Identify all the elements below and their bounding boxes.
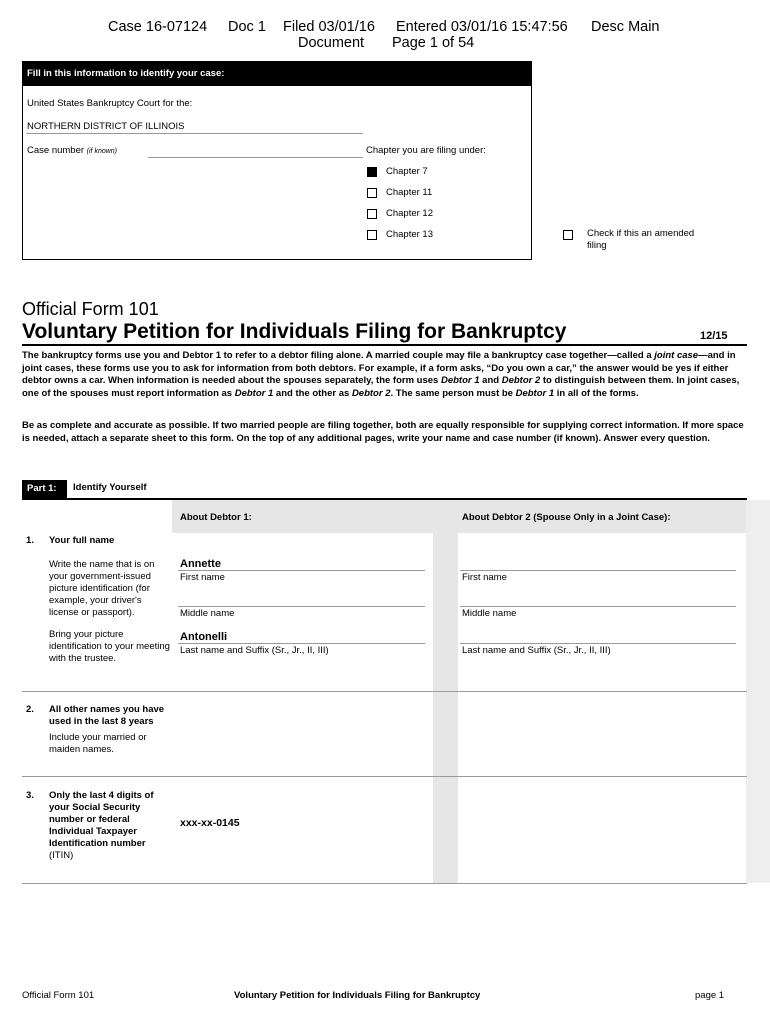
footer-page-number: page 1 — [695, 990, 725, 1001]
intro-paragraph-1: The bankruptcy forms use you and Debtor 1 to refer to a debtor filing alone. A married couple may file a bankruptcy case together—called a joint case—and in joint cases, these forms use you to ask for information from both debtors. For example, if a form asks, “Do you own a car,” the answer would be yes if either debtor owns a car. When information is needed about the spouses separately, the form uses Debtor 1 and Debtor 2 to distinguish between them. In joint cases, one of the spouses must report information as Debtor 1 and the other as Debtor 2. The same person must be Debtor 1 in all of the forms. — [22, 350, 740, 399]
title-rule — [22, 344, 747, 346]
debtor1-middle-name-line[interactable] — [178, 606, 425, 607]
doc-stamp: Doc 1 — [228, 19, 266, 35]
part1-tag: Part 1: — [22, 480, 67, 498]
q3-itin: (ITIN) — [49, 850, 74, 861]
desc-stamp: Desc Main — [591, 19, 660, 35]
chapter-13-label: Chapter 13 — [386, 229, 434, 240]
amended-filing-label: Check if this an amended filing — [587, 228, 695, 251]
filed-stamp: Filed 03/01/16 — [283, 19, 375, 35]
debtor2-middle-name-line[interactable] — [460, 606, 736, 607]
form-number: Official Form 101 — [22, 299, 159, 319]
debtor2-column-header: About Debtor 2 (Spouse Only in a Joint Case): — [462, 512, 671, 523]
footer-form-number: Official Form 101 — [22, 990, 95, 1001]
q2-title: All other names you have used in the last 8 years — [49, 704, 165, 727]
q1-title: Your full name — [49, 535, 115, 546]
chapter-11-checkbox[interactable] — [367, 188, 377, 198]
debtor2-last-name-line[interactable] — [460, 643, 736, 644]
q1-description: Write the name that is on your government-issued picture identification (for example, your driver's license or passport). — [49, 559, 155, 618]
court-label: United States Bankruptcy Court for the: — [27, 98, 193, 109]
chapter-7-label: Chapter 7 — [386, 166, 428, 177]
part1-title: Identify Yourself — [73, 482, 147, 493]
district-line — [26, 133, 363, 134]
chapter-label: Chapter you are filing under: — [366, 145, 486, 156]
q1-number: 1. — [26, 535, 34, 546]
debtor2-middle-name-label: Middle name — [462, 608, 517, 619]
district-value: NORTHERN DISTRICT OF ILLINOIS — [27, 121, 185, 132]
debtor2-first-name-line[interactable] — [460, 570, 736, 571]
debtor1-first-name-line — [178, 570, 425, 571]
identify-case-title: Fill in this information to identify your case: — [22, 61, 532, 86]
form-title: Voluntary Petition for Individuals Filing for Bankruptcy — [22, 320, 567, 343]
right-margin-band — [746, 500, 770, 883]
case-number-stamp: Case 16-07124 — [108, 19, 208, 35]
chapter-7-checkbox[interactable] — [367, 167, 377, 177]
intro-paragraph-2: Be as complete and accurate as possible. If two married people are filing together, both are equally responsible for supplying correct information. If more space is needed, attach a separate sheet to this form. On the top of any additional pages, write your name and case number (if known). Answer every question. — [22, 420, 744, 444]
debtor1-middle-name-label: Middle name — [180, 608, 235, 619]
chapter-12-checkbox[interactable] — [367, 209, 377, 219]
q2-separator — [22, 776, 747, 777]
q2-number: 2. — [26, 704, 34, 715]
document-stamp: Document — [298, 35, 365, 51]
debtor1-ssn-value[interactable]: xxx-xx-0145 — [180, 817, 240, 829]
case-number-field[interactable] — [148, 157, 363, 158]
footer-form-title: Voluntary Petition for Individuals Filing for Bankruptcy — [234, 990, 481, 1001]
q3-separator — [22, 883, 747, 884]
debtor1-first-name-value[interactable]: Annette — [180, 558, 221, 570]
case-number-label: Case number (if known) — [27, 145, 118, 156]
q3-title: Only the last 4 digits of your Social Security number or federal Individual Taxpayer Identification number — [49, 790, 154, 849]
case-number-hint: (if known) — [86, 148, 118, 155]
debtor1-first-name-label: First name — [180, 572, 225, 583]
debtor1-column-header: About Debtor 1: — [180, 512, 252, 523]
debtor2-first-name-label: First name — [462, 572, 507, 583]
form-version: 12/15 — [700, 330, 728, 342]
entered-stamp: Entered 03/01/16 15:47:56 — [396, 19, 568, 35]
identify-case-box — [22, 61, 532, 260]
debtor2-last-name-label: Last name and Suffix (Sr., Jr., II, III) — [462, 645, 611, 656]
q2-description: Include your married or maiden names. — [49, 732, 147, 755]
chapter-11-label: Chapter 11 — [386, 187, 433, 198]
debtor1-last-name-line — [178, 643, 425, 644]
debtor1-last-name-label: Last name and Suffix (Sr., Jr., II, III) — [180, 645, 329, 656]
column-divider-band — [433, 533, 458, 883]
debtor1-last-name-value[interactable]: Antonelli — [180, 631, 228, 643]
page-stamp: Page 1 of 54 — [392, 35, 475, 51]
q1-description-2: Bring your picture identification to your meeting with the trustee. — [49, 629, 170, 664]
chapter-12-label: Chapter 12 — [386, 208, 434, 219]
q3-number: 3. — [26, 790, 34, 801]
chapter-13-checkbox[interactable] — [367, 230, 377, 240]
q1-separator — [22, 691, 747, 692]
amended-filing-checkbox[interactable] — [563, 230, 573, 240]
